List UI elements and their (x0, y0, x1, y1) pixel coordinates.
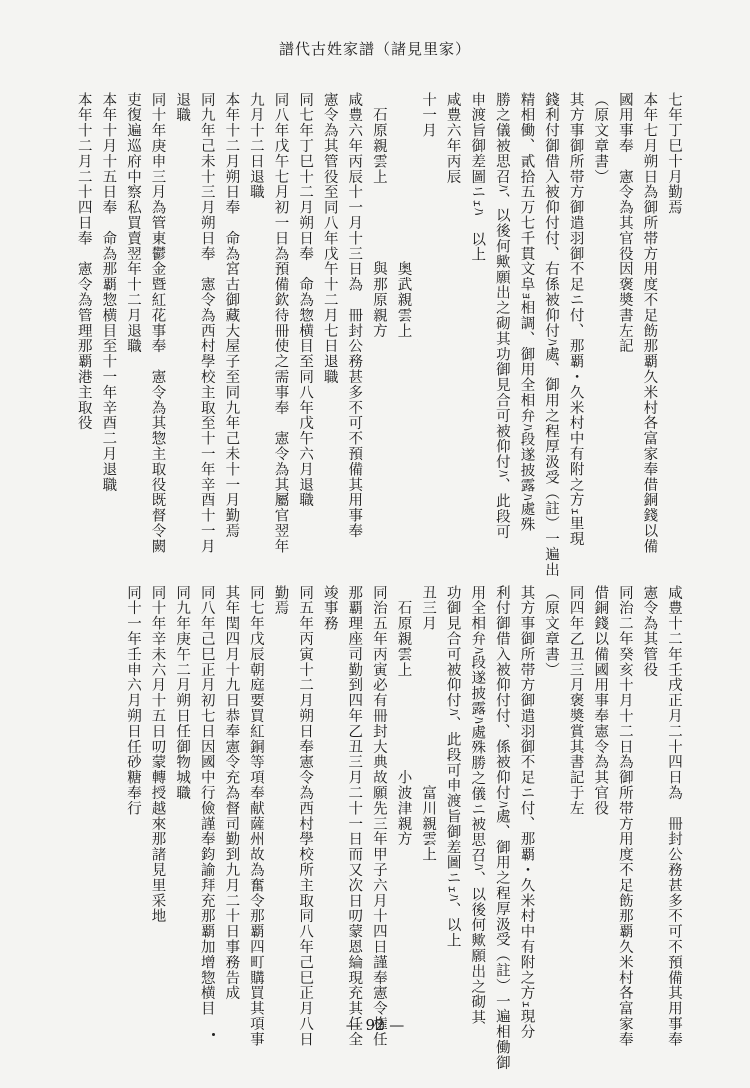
text-column: 錢利付御借入被仰付付、右係被仰付ﾊ處、御用之程厚汲受（註）一遍出 (543, 92, 560, 578)
text-column: 九月十二日退職 (247, 92, 264, 200)
text-column: 同治二年癸亥十月十二日為御所帯方用度不足飭那覇久米村各富家奉 (616, 585, 633, 1047)
text-column: 同十一年壬申六月朔日任砂糖奉行 (124, 585, 141, 816)
text-column: 勝之儀被思召ﾊ、以後何歟願出之砌其功御見合可被仰付ﾊ、此段可 (493, 92, 510, 540)
text-column: 同治五年丙寅必有冊封大典故願先三年甲子六月十四日謹奉憲令権任 (370, 585, 387, 1047)
page-number: — 92 — (345, 1016, 405, 1034)
text-column: 其方事御所帯方御遣羽御不足ニ付、那覇・久米村中有附之方ｪ現分 (518, 585, 535, 1040)
text-column: 石原親雲上 小波津親方 (395, 585, 412, 847)
text-column: 本年十二月朔日奉 命為宮古御藏大屋子至同九年己未十一月勤焉 (223, 92, 240, 539)
text-column: 精相働、貳拾五万七千貫文阜ｮ相調、御用全相弁ﾊ段遂披露ﾊ處殊 (518, 92, 535, 533)
text-column: 功御見合可被仰付ﾊ、此段可申渡旨御差圖ニｪﾊ、以上 (444, 585, 461, 949)
text-column: 七年丁巳十月勤焉 (666, 92, 682, 216)
text-column: 丑三月 富川親雲上 (420, 585, 437, 863)
scan-speck (212, 1033, 215, 1036)
text-column: 同十年辛未六月十五日叨蒙轉授越來那諸見里采地 (149, 585, 166, 924)
text-column: 退職 (174, 92, 191, 123)
text-column: 本年十月十五日奉 命為那覇惣横目至十一年辛酉二月退職 (100, 92, 117, 493)
text-column: 咸豊十二年壬戌正月二十四日為 冊封公務甚多不可不預備其用事奉 (666, 585, 682, 1047)
text-column: 同七年戊辰朝庭要買紅銅等項奉献薩州故為奮令那覇四町購買其項事 (247, 585, 264, 1047)
text-column: 同九年己未十三月朔日奉 憲令為西村學校主取至十一年辛酉十一月 (198, 92, 215, 554)
text-column: 其年閏四月十九日恭奉憲令充為督司勤到九月二十日事務告成 (223, 585, 240, 1001)
text-column: 國用事奉 憲令為其官役因褒奬書左記 (616, 92, 633, 354)
text-column: 咸豊六年丙辰十一月十三日為 冊封公務甚多不可不預備其用事奉 (346, 92, 363, 539)
upper-text-block (71, 92, 686, 582)
text-column: 本年七月朔日為御所帯方用度不足飭那覇久米村各富家奉借銅錢以備 (641, 92, 658, 554)
text-column: 咸豊六年丙辰 (444, 92, 461, 185)
text-column: 十一月 (420, 92, 437, 139)
text-column: 用全相弁ﾊ段遂披露ﾊ處殊勝之儀ニ被思召ﾊ、以後何歟願出之砌其 (469, 585, 486, 1026)
text-column: 憲令為其管役至同八年戊午十二月七日退職 (321, 92, 338, 385)
text-column: 勤焉 (272, 585, 289, 616)
text-column: 同五年丙寅十二月朔日奉憲令為西村學校所主取同八年己巳正月八日 (297, 585, 314, 1047)
text-column: 利付御借入被仰付付、係被仰付ﾊ處、御用之程厚汲受（註）一遍相働御 (493, 585, 510, 1071)
text-column: 本年十二月二十四日奉 憲令為管理那覇港主取役 (75, 92, 92, 431)
text-column: 竣事務 (321, 585, 338, 632)
text-column: 申渡旨御差圖ニｪﾊ 以上 (469, 92, 486, 263)
text-column: （原文章書） (543, 585, 560, 678)
text-column: 奥武親雲上 (395, 92, 412, 339)
running-header: 譜代古姓家譜（諸見里家） (278, 40, 471, 58)
text-column: 同十年庚申三月為管東鬱金暨紅花事奉 憲令為其惣主取役既督令闕 (149, 92, 166, 554)
text-column: 同九年庚午二月朔日任御物城職 (174, 585, 191, 801)
text-column: 借銅錢以備國用事奉憲令為其官役 (592, 585, 609, 816)
text-column: 其方事御所帯方御遣羽御不足ニ付、那覇・久米村中有附之方ｪ里現 (567, 92, 584, 547)
text-column: 石原親雲上 與那原親方 (370, 92, 387, 339)
text-column: 憲令為其管役 (641, 585, 658, 678)
text-column: 同八年己巳正月初七日因國中行儉謹奉鈞諭拜充那覇加增惣横目 (198, 585, 215, 1017)
text-column: 同八年戊午七月初一日為預備欽待冊使之需事奉 憲令為其屬官翌年 (272, 92, 289, 554)
text-column: （原文章書） (592, 92, 609, 185)
text-column: 吏復遍巡府中察私買賣翌年十二月退職 (124, 92, 141, 354)
text-column: 那覇理座司勤到四年乙丑三月二十一日而又次日叨蒙恩綸現充其任全 (346, 585, 363, 1047)
text-column: 同四年乙丑三月褒奬賞其書記于左 (567, 585, 584, 816)
text-column: 同七年丁巳十二月朔日奉 命為惣横目至同八年戊午六月退職 (297, 92, 314, 508)
